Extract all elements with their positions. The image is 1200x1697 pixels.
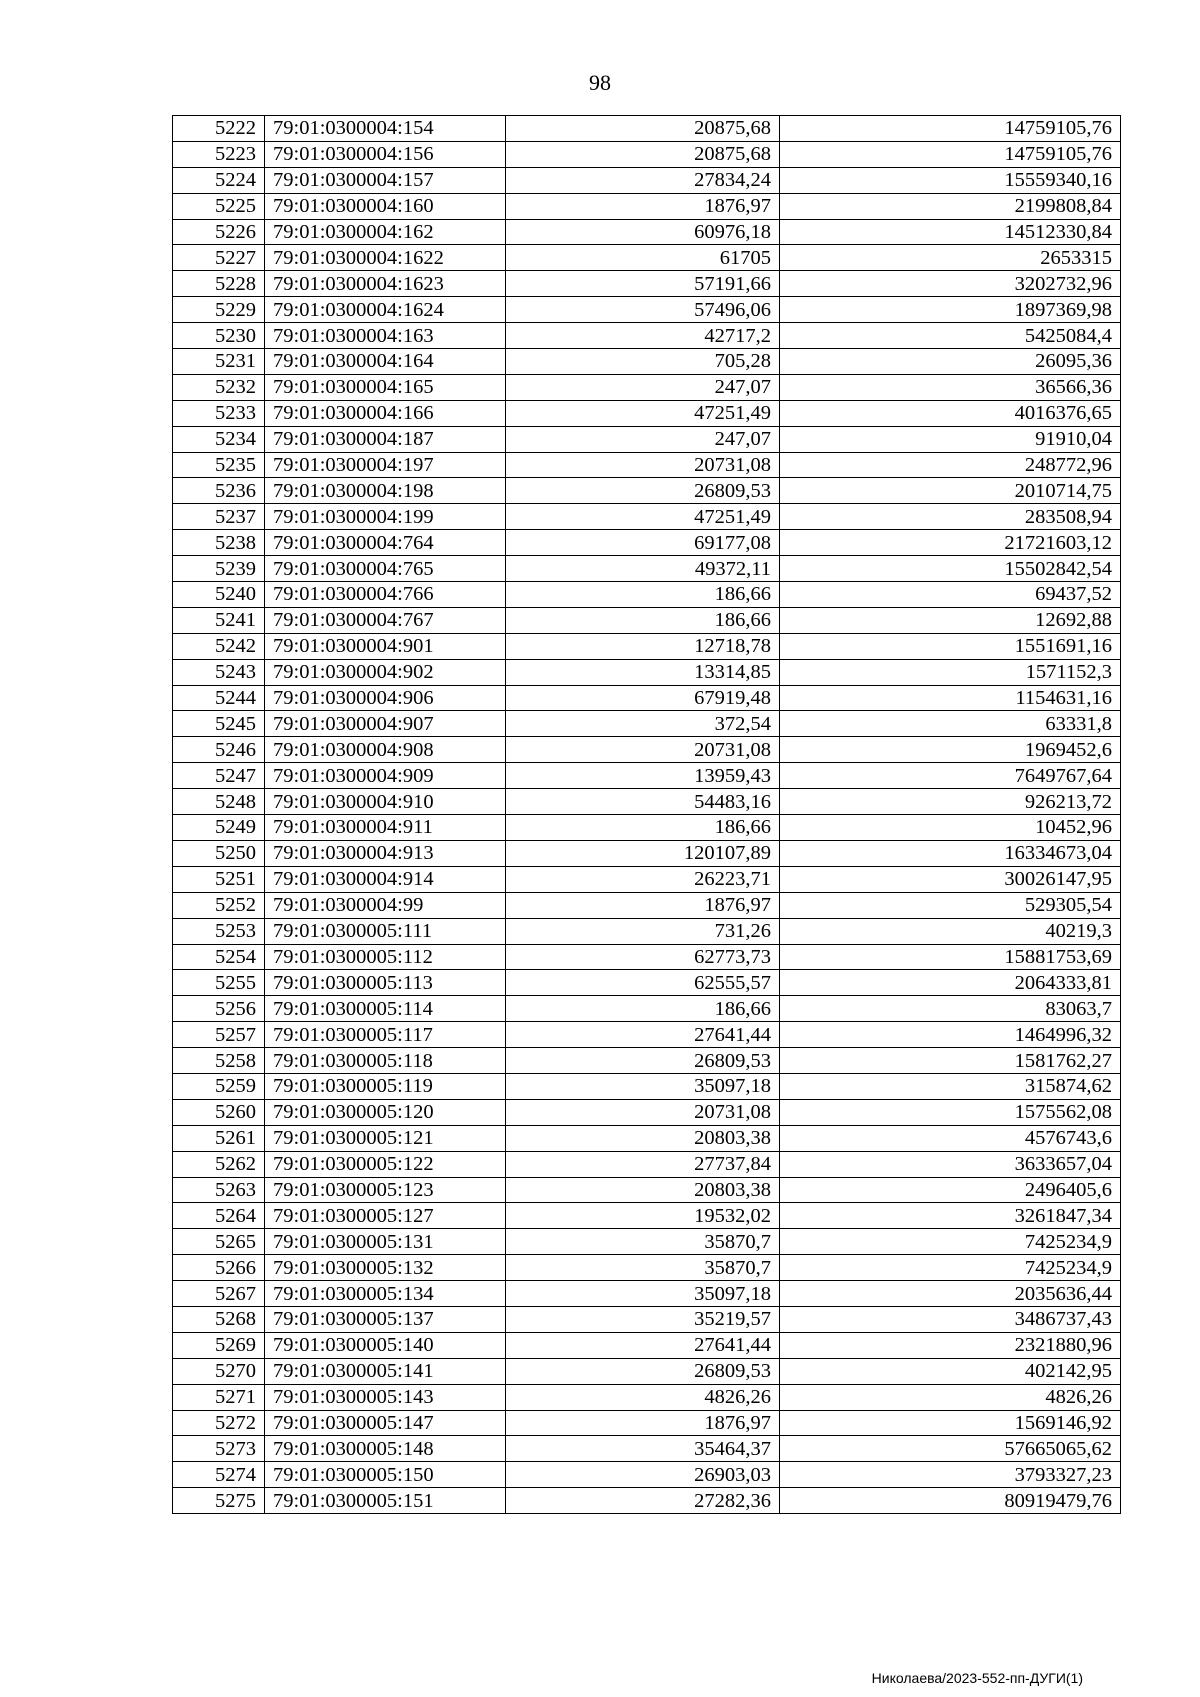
- cadastral-number-cell: 79:01:0300004:198: [265, 478, 506, 504]
- cost-value-cell: 63331,8: [780, 711, 1121, 737]
- area-value-cell: 62773,73: [506, 944, 780, 970]
- row-number-cell: 5254: [173, 944, 265, 970]
- table-row: [173, 1099, 1121, 1125]
- cost-value-cell: 21721603,12: [780, 530, 1121, 556]
- area-value-cell: 13959,43: [506, 763, 780, 789]
- row-number-cell: 5248: [173, 789, 265, 815]
- cost-value-cell: 1154631,16: [780, 685, 1121, 711]
- cadastral-number-cell: 79:01:0300004:1624: [265, 297, 506, 323]
- area-value-cell: 20731,08: [506, 452, 780, 478]
- table-row: [173, 1125, 1121, 1151]
- table-row: [173, 167, 1121, 193]
- row-number-cell: 5258: [173, 1048, 265, 1074]
- cost-value-cell: 2010714,75: [780, 478, 1121, 504]
- table-row: [173, 866, 1121, 892]
- area-value-cell: 49372,11: [506, 556, 780, 582]
- cost-value-cell: 83063,7: [780, 996, 1121, 1022]
- table-row: [173, 1177, 1121, 1203]
- cadastral-number-cell: 79:01:0300004:157: [265, 167, 506, 193]
- cost-value-cell: 4576743,6: [780, 1125, 1121, 1151]
- cadastral-number-cell: 79:01:0300005:113: [265, 970, 506, 996]
- table-row: [173, 245, 1121, 271]
- area-value-cell: 61705: [506, 245, 780, 271]
- cadastral-number-cell: 79:01:0300005:150: [265, 1462, 506, 1488]
- table-row: [173, 659, 1121, 685]
- area-value-cell: 27834,24: [506, 167, 780, 193]
- area-value-cell: 47251,49: [506, 504, 780, 530]
- row-number-cell: 5259: [173, 1073, 265, 1099]
- row-number-cell: 5268: [173, 1306, 265, 1332]
- row-number-cell: 5231: [173, 349, 265, 375]
- area-value-cell: 1876,97: [506, 193, 780, 219]
- page-number: 98: [589, 70, 611, 95]
- cadastral-number-cell: 79:01:0300004:199: [265, 504, 506, 530]
- area-value-cell: 35097,18: [506, 1281, 780, 1307]
- table-row: [173, 1358, 1121, 1384]
- table-row: [173, 763, 1121, 789]
- cadastral-number-cell: 79:01:0300004:913: [265, 840, 506, 866]
- table-row: [173, 944, 1121, 970]
- table-row: [173, 840, 1121, 866]
- cost-value-cell: 3486737,43: [780, 1306, 1121, 1332]
- cost-value-cell: 10452,96: [780, 815, 1121, 841]
- area-value-cell: 57191,66: [506, 271, 780, 297]
- table-row: [173, 1203, 1121, 1229]
- cadastral-number-cell: 79:01:0300004:197: [265, 452, 506, 478]
- table-row: [173, 323, 1121, 349]
- row-number-cell: 5252: [173, 892, 265, 918]
- cadastral-number-cell: 79:01:0300005:111: [265, 918, 506, 944]
- cost-value-cell: 5425084,4: [780, 323, 1121, 349]
- cadastral-number-cell: 79:01:0300005:141: [265, 1358, 506, 1384]
- table-row: [173, 556, 1121, 582]
- cadastral-number-cell: 79:01:0300004:765: [265, 556, 506, 582]
- cost-value-cell: 2199808,84: [780, 193, 1121, 219]
- area-value-cell: 372,54: [506, 711, 780, 737]
- area-value-cell: 27641,44: [506, 1022, 780, 1048]
- document-footer: Николаева/2023-552-пп-ДУГИ(1): [871, 1670, 1083, 1686]
- row-number-cell: 5243: [173, 659, 265, 685]
- area-value-cell: 247,07: [506, 374, 780, 400]
- row-number-cell: 5264: [173, 1203, 265, 1229]
- cost-value-cell: 14759105,76: [780, 141, 1121, 167]
- row-number-cell: 5240: [173, 582, 265, 608]
- table-row: [173, 530, 1121, 556]
- row-number-cell: 5271: [173, 1384, 265, 1410]
- cost-value-cell: 7649767,64: [780, 763, 1121, 789]
- table-row: [173, 815, 1121, 841]
- cadastral-number-cell: 79:01:0300005:122: [265, 1151, 506, 1177]
- table-row: [173, 297, 1121, 323]
- table-row: [173, 789, 1121, 815]
- area-value-cell: 20731,08: [506, 1099, 780, 1125]
- row-number-cell: 5238: [173, 530, 265, 556]
- cost-value-cell: 15881753,69: [780, 944, 1121, 970]
- table-row: [173, 633, 1121, 659]
- cost-value-cell: 1569146,92: [780, 1410, 1121, 1436]
- table-row: [173, 1229, 1121, 1255]
- cadastral-number-cell: 79:01:0300004:907: [265, 711, 506, 737]
- table-row: [173, 1048, 1121, 1074]
- row-number-cell: 5266: [173, 1255, 265, 1281]
- row-number-cell: 5272: [173, 1410, 265, 1436]
- area-value-cell: 12718,78: [506, 633, 780, 659]
- row-number-cell: 5242: [173, 633, 265, 659]
- row-number-cell: 5263: [173, 1177, 265, 1203]
- area-value-cell: 35097,18: [506, 1073, 780, 1099]
- row-number-cell: 5246: [173, 737, 265, 763]
- cadastral-number-cell: 79:01:0300005:119: [265, 1073, 506, 1099]
- row-number-cell: 5269: [173, 1332, 265, 1358]
- cadastral-number-cell: 79:01:0300004:766: [265, 582, 506, 608]
- row-number-cell: 5257: [173, 1022, 265, 1048]
- area-value-cell: 27282,36: [506, 1488, 780, 1514]
- cadastral-number-cell: 79:01:0300004:906: [265, 685, 506, 711]
- cost-value-cell: 12692,88: [780, 607, 1121, 633]
- row-number-cell: 5265: [173, 1229, 265, 1255]
- row-number-cell: 5245: [173, 711, 265, 737]
- area-value-cell: 35870,7: [506, 1255, 780, 1281]
- area-value-cell: 26809,53: [506, 1358, 780, 1384]
- row-number-cell: 5262: [173, 1151, 265, 1177]
- cost-value-cell: 16334673,04: [780, 840, 1121, 866]
- area-value-cell: 42717,2: [506, 323, 780, 349]
- cadastral-number-cell: 79:01:0300004:187: [265, 426, 506, 452]
- area-value-cell: 54483,16: [506, 789, 780, 815]
- table-row: [173, 1410, 1121, 1436]
- area-value-cell: 20875,68: [506, 116, 780, 142]
- cost-value-cell: 1464996,32: [780, 1022, 1121, 1048]
- cost-value-cell: 1581762,27: [780, 1048, 1121, 1074]
- cadastral-table: [172, 115, 1121, 1514]
- table-row: [173, 1384, 1121, 1410]
- cost-value-cell: 1551691,16: [780, 633, 1121, 659]
- cost-value-cell: 14512330,84: [780, 219, 1121, 245]
- cadastral-number-cell: 79:01:0300004:165: [265, 374, 506, 400]
- table-row: [173, 452, 1121, 478]
- cadastral-number-cell: 79:01:0300005:120: [265, 1099, 506, 1125]
- row-number-cell: 5225: [173, 193, 265, 219]
- cost-value-cell: 402142,95: [780, 1358, 1121, 1384]
- cadastral-number-cell: 79:01:0300005:143: [265, 1384, 506, 1410]
- area-value-cell: 731,26: [506, 918, 780, 944]
- cost-value-cell: 1969452,6: [780, 737, 1121, 763]
- row-number-cell: 5222: [173, 116, 265, 142]
- area-value-cell: 26809,53: [506, 1048, 780, 1074]
- cost-value-cell: 7425234,9: [780, 1229, 1121, 1255]
- row-number-cell: 5244: [173, 685, 265, 711]
- table-row: [173, 1462, 1121, 1488]
- cost-value-cell: 2064333,81: [780, 970, 1121, 996]
- row-number-cell: 5270: [173, 1358, 265, 1384]
- table-row: [173, 1436, 1121, 1462]
- table-row: [173, 400, 1121, 426]
- row-number-cell: 5247: [173, 763, 265, 789]
- table-row: [173, 478, 1121, 504]
- row-number-cell: 5275: [173, 1488, 265, 1514]
- cost-value-cell: 3261847,34: [780, 1203, 1121, 1229]
- area-value-cell: 4826,26: [506, 1384, 780, 1410]
- table-row: [173, 1255, 1121, 1281]
- area-value-cell: 247,07: [506, 426, 780, 452]
- area-value-cell: 67919,48: [506, 685, 780, 711]
- row-number-cell: 5274: [173, 1462, 265, 1488]
- cost-value-cell: 40219,3: [780, 918, 1121, 944]
- cost-value-cell: 1571152,3: [780, 659, 1121, 685]
- cadastral-number-cell: 79:01:0300005:147: [265, 1410, 506, 1436]
- area-value-cell: 26809,53: [506, 478, 780, 504]
- cadastral-number-cell: 79:01:0300005:117: [265, 1022, 506, 1048]
- cost-value-cell: 2496405,6: [780, 1177, 1121, 1203]
- cadastral-number-cell: 79:01:0300005:118: [265, 1048, 506, 1074]
- cost-value-cell: 2653315: [780, 245, 1121, 271]
- cost-value-cell: 7425234,9: [780, 1255, 1121, 1281]
- cost-value-cell: 1575562,08: [780, 1099, 1121, 1125]
- table-row: [173, 349, 1121, 375]
- table-row: [173, 996, 1121, 1022]
- cadastral-number-cell: 79:01:0300004:902: [265, 659, 506, 685]
- cost-value-cell: 4826,26: [780, 1384, 1121, 1410]
- cadastral-number-cell: 79:01:0300005:131: [265, 1229, 506, 1255]
- area-value-cell: 26903,03: [506, 1462, 780, 1488]
- cost-value-cell: 36566,36: [780, 374, 1121, 400]
- cost-value-cell: 26095,36: [780, 349, 1121, 375]
- table-row: [173, 1281, 1121, 1307]
- cadastral-number-cell: 79:01:0300004:164: [265, 349, 506, 375]
- cadastral-number-cell: 79:01:0300005:121: [265, 1125, 506, 1151]
- cadastral-number-cell: 79:01:0300004:1623: [265, 271, 506, 297]
- cadastral-number-cell: 79:01:0300004:908: [265, 737, 506, 763]
- cadastral-number-cell: 79:01:0300004:764: [265, 530, 506, 556]
- area-value-cell: 19532,02: [506, 1203, 780, 1229]
- table-row: [173, 116, 1121, 142]
- area-value-cell: 20803,38: [506, 1125, 780, 1151]
- area-value-cell: 20875,68: [506, 141, 780, 167]
- cost-value-cell: 926213,72: [780, 789, 1121, 815]
- cadastral-number-cell: 79:01:0300004:1622: [265, 245, 506, 271]
- table-row: [173, 607, 1121, 633]
- row-number-cell: 5249: [173, 815, 265, 841]
- cost-value-cell: 80919479,76: [780, 1488, 1121, 1514]
- row-number-cell: 5232: [173, 374, 265, 400]
- cadastral-number-cell: 79:01:0300005:123: [265, 1177, 506, 1203]
- cost-value-cell: 14759105,76: [780, 116, 1121, 142]
- table-row: [173, 504, 1121, 530]
- cadastral-number-cell: 79:01:0300005:127: [265, 1203, 506, 1229]
- area-value-cell: 120107,89: [506, 840, 780, 866]
- area-value-cell: 186,66: [506, 996, 780, 1022]
- cost-value-cell: 15559340,16: [780, 167, 1121, 193]
- area-value-cell: 186,66: [506, 815, 780, 841]
- row-number-cell: 5256: [173, 996, 265, 1022]
- table-row: [173, 271, 1121, 297]
- area-value-cell: 1876,97: [506, 892, 780, 918]
- row-number-cell: 5241: [173, 607, 265, 633]
- cadastral-number-cell: 79:01:0300005:112: [265, 944, 506, 970]
- cost-value-cell: 3633657,04: [780, 1151, 1121, 1177]
- area-value-cell: 186,66: [506, 607, 780, 633]
- cost-value-cell: 529305,54: [780, 892, 1121, 918]
- area-value-cell: 27737,84: [506, 1151, 780, 1177]
- table-row: [173, 426, 1121, 452]
- row-number-cell: 5273: [173, 1436, 265, 1462]
- row-number-cell: 5224: [173, 167, 265, 193]
- cadastral-number-cell: 79:01:0300004:166: [265, 400, 506, 426]
- cost-value-cell: 69437,52: [780, 582, 1121, 608]
- row-number-cell: 5250: [173, 840, 265, 866]
- row-number-cell: 5234: [173, 426, 265, 452]
- area-value-cell: 60976,18: [506, 219, 780, 245]
- cost-value-cell: 3202732,96: [780, 271, 1121, 297]
- cadastral-number-cell: 79:01:0300004:911: [265, 815, 506, 841]
- table-row: [173, 1073, 1121, 1099]
- cadastral-number-cell: 79:01:0300004:901: [265, 633, 506, 659]
- table-row: [173, 1332, 1121, 1358]
- table-row: [173, 1151, 1121, 1177]
- area-value-cell: 69177,08: [506, 530, 780, 556]
- row-number-cell: 5261: [173, 1125, 265, 1151]
- area-value-cell: 27641,44: [506, 1332, 780, 1358]
- row-number-cell: 5226: [173, 219, 265, 245]
- cadastral-number-cell: 79:01:0300004:156: [265, 141, 506, 167]
- cadastral-number-cell: 79:01:0300005:114: [265, 996, 506, 1022]
- cost-value-cell: 3793327,23: [780, 1462, 1121, 1488]
- row-number-cell: 5253: [173, 918, 265, 944]
- table-row: [173, 141, 1121, 167]
- area-value-cell: 57496,06: [506, 297, 780, 323]
- cost-value-cell: 283508,94: [780, 504, 1121, 530]
- area-value-cell: 62555,57: [506, 970, 780, 996]
- area-value-cell: 47251,49: [506, 400, 780, 426]
- cadastral-number-cell: 79:01:0300005:132: [265, 1255, 506, 1281]
- row-number-cell: 5260: [173, 1099, 265, 1125]
- row-number-cell: 5233: [173, 400, 265, 426]
- area-value-cell: 35219,57: [506, 1306, 780, 1332]
- row-number-cell: 5267: [173, 1281, 265, 1307]
- cadastral-number-cell: 79:01:0300004:162: [265, 219, 506, 245]
- cadastral-number-cell: 79:01:0300004:163: [265, 323, 506, 349]
- cost-value-cell: 30026147,95: [780, 866, 1121, 892]
- cost-value-cell: 91910,04: [780, 426, 1121, 452]
- area-value-cell: 186,66: [506, 582, 780, 608]
- cost-value-cell: 57665065,62: [780, 1436, 1121, 1462]
- cost-value-cell: 1897369,98: [780, 297, 1121, 323]
- cadastral-number-cell: 79:01:0300004:154: [265, 116, 506, 142]
- table-row: [173, 374, 1121, 400]
- cadastral-number-cell: 79:01:0300004:910: [265, 789, 506, 815]
- table-row: [173, 1306, 1121, 1332]
- row-number-cell: 5227: [173, 245, 265, 271]
- area-value-cell: 1876,97: [506, 1410, 780, 1436]
- row-number-cell: 5230: [173, 323, 265, 349]
- table-row: [173, 1488, 1121, 1514]
- row-number-cell: 5228: [173, 271, 265, 297]
- area-value-cell: 35464,37: [506, 1436, 780, 1462]
- cadastral-number-cell: 79:01:0300004:914: [265, 866, 506, 892]
- row-number-cell: 5255: [173, 970, 265, 996]
- row-number-cell: 5237: [173, 504, 265, 530]
- row-number-cell: 5251: [173, 866, 265, 892]
- row-number-cell: 5229: [173, 297, 265, 323]
- area-value-cell: 26223,71: [506, 866, 780, 892]
- cadastral-number-cell: 79:01:0300004:767: [265, 607, 506, 633]
- row-number-cell: 5236: [173, 478, 265, 504]
- table-row: [173, 219, 1121, 245]
- table-row: [173, 685, 1121, 711]
- cadastral-number-cell: 79:01:0300004:160: [265, 193, 506, 219]
- row-number-cell: 5235: [173, 452, 265, 478]
- cadastral-number-cell: 79:01:0300004:909: [265, 763, 506, 789]
- cadastral-number-cell: 79:01:0300004:99: [265, 892, 506, 918]
- table-row: [173, 193, 1121, 219]
- cadastral-number-cell: 79:01:0300005:137: [265, 1306, 506, 1332]
- cost-value-cell: 2321880,96: [780, 1332, 1121, 1358]
- area-value-cell: 20731,08: [506, 737, 780, 763]
- cadastral-number-cell: 79:01:0300005:148: [265, 1436, 506, 1462]
- table-row: [173, 918, 1121, 944]
- cadastral-number-cell: 79:01:0300005:151: [265, 1488, 506, 1514]
- cost-value-cell: 315874,62: [780, 1073, 1121, 1099]
- row-number-cell: 5239: [173, 556, 265, 582]
- cost-value-cell: 15502842,54: [780, 556, 1121, 582]
- area-value-cell: 20803,38: [506, 1177, 780, 1203]
- table-row: [173, 970, 1121, 996]
- table-row: [173, 737, 1121, 763]
- table-row: [173, 892, 1121, 918]
- cadastral-number-cell: 79:01:0300005:134: [265, 1281, 506, 1307]
- cost-value-cell: 2035636,44: [780, 1281, 1121, 1307]
- area-value-cell: 13314,85: [506, 659, 780, 685]
- cost-value-cell: 248772,96: [780, 452, 1121, 478]
- table-row: [173, 582, 1121, 608]
- table-row: [173, 711, 1121, 737]
- table-row: [173, 1022, 1121, 1048]
- row-number-cell: 5223: [173, 141, 265, 167]
- area-value-cell: 705,28: [506, 349, 780, 375]
- table-body: [173, 116, 1121, 1514]
- cadastral-number-cell: 79:01:0300005:140: [265, 1332, 506, 1358]
- area-value-cell: 35870,7: [506, 1229, 780, 1255]
- cost-value-cell: 4016376,65: [780, 400, 1121, 426]
